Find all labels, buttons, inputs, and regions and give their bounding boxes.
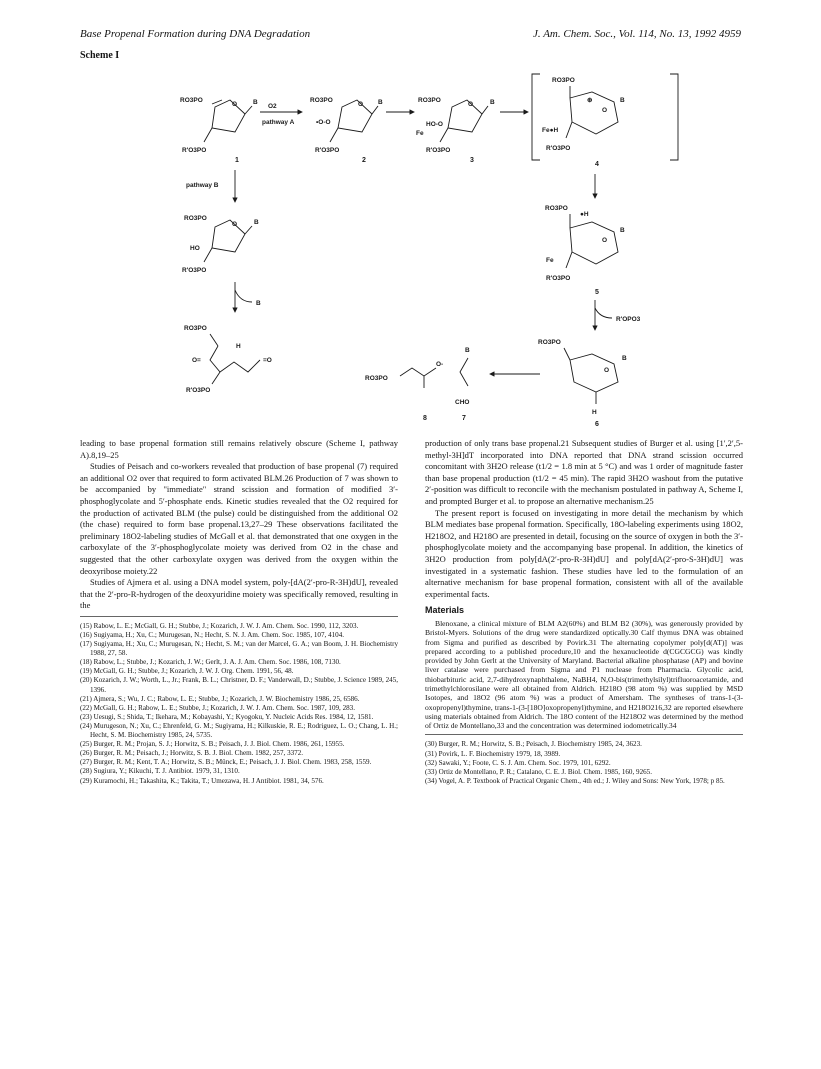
o2-label: O2 [268,103,277,110]
section-heading-materials: Materials [425,605,465,616]
fe-label: Fe [546,257,554,264]
reference-item: (17) Sugiyama, H.; Xu, C.; Murugesan, N.; Hecht, S. M.; van der Marcel, G. A.; van Boom, J. H. Biochemistry 1988, 27, 58. [80,640,398,658]
pathway-b-label: pathway B [186,182,219,189]
reference-item: (31) Povirk, L. F. Biochemistry 1979, 18, 3989. [425,749,561,758]
o-label: O [232,221,238,228]
reference-item: (20) Kozarich, J. W.; Worth, L., Jr.; Frank, B. L.; Christner, D. F.; Vanderwall, D.; Stubbe, J. Science 1989, 245, 1396. [80,676,398,694]
radical-label: •O-O [316,119,331,126]
base-label: B [378,99,383,106]
ro3po-label: RO3PO [180,97,203,104]
o-label: O= [192,357,201,364]
left-column [80,438,398,786]
reference-item: (18) Rabow, L.; Stubbe, J.; Kozarich, J. W.; Gerlt, J. A. J. Am. Chem. Soc. 1986, 108, 7130. [80,658,341,667]
base-label: B [254,219,259,226]
right-column [425,438,743,786]
r-ro3po-label: R'O3PO [546,145,571,152]
base-label: B [465,347,470,354]
o-minus-label: O- [436,361,444,368]
compound-number-1: 1 [235,157,239,164]
reference-item: (16) Sugiyama, H.; Xu, C.; Murugesan, N.; Hecht, S. N. J. Am. Chem. Soc. 1985, 107, 4104. [80,631,345,639]
feoh-label: Fe●H [542,127,559,134]
running-header-journal: J. Am. Chem. Soc., Vol. 114, No. 13, 1992 4959 [533,28,741,40]
hydroperoxide-label: HO-O [426,121,443,128]
ho-label: HO [190,245,200,252]
reference-item: (21) Ajmera, S.; Wu, J. C.; Rabow, L. E.; Stubbe, J.; Kozarich, J. W. Biochemistry 1986, 25, 6586. [80,694,360,703]
base-label: B [253,99,258,106]
o-label: O [602,237,608,244]
compound-3 [416,97,495,164]
r-ro3po-label: R'O3PO [182,147,207,154]
reference-item: (28) Sugiura, Y.; Kikuchi, T. J. Antibiot. 1979, 31, 1310. [80,767,240,776]
compound-5 [545,205,625,296]
compound-number-4: 4 [595,161,599,168]
reference-item: (15) Rabow, L. E.; McGall, G. H.; Stubbe, J.; Kozarich, J. W. J. Am. Chem. Soc. 1990, 112, 3203. [80,621,359,630]
reference-item: (33) Ortiz de Montellano, P. R.; Catalano, C. E. J. Biol. Chem. 1985, 160, 9265. [425,767,652,776]
ro3po-label: RO3PO [552,77,575,84]
body-paragraph: production of only trans base propenal.21 Subsequent studies of Burger et al. using [1′,2′,5-methyl-3H]dT incorporated into DNA reported that DNA strand scission occurred concomitant with 3H2O release (t1/2 = 1.8 min at 5 °C) and was 1 order of magnitude faster than base propenal production (t1/2 = 45 min). The rapid 3H2O washout from the putative 2′-position was difficult to reconcile with the mechanism postulated in pathway A, Scheme I, and prompted Burger et al. to propose an alternative mechanism.25 [425,438,743,506]
reference-item: (22) McGall, G. H.; Rabow, L. E.; Stubbe, J.; Kozarich, J. W. J. Am. Chem. Soc. 1987, 109, 283. [80,703,355,712]
compound-number-8: 8 [423,415,427,422]
base-label: B [620,97,625,104]
compound-number-6: 6 [595,421,599,428]
base-label: B [490,99,495,106]
compound-number-3: 3 [470,157,474,164]
h-label: H [236,343,241,350]
footnote-references [80,616,398,786]
ro3po-label: RO3PO [418,97,441,104]
r-ro3po-label: R'O3PO [186,387,211,394]
compound-number-5: 5 [595,289,599,296]
compound-number-2: 2 [362,157,366,164]
body-paragraph: leading to base propenal formation still remains relatively obscure (Scheme I, pathway A).8,19–25 [80,438,398,460]
ro3po-label: RO3PO [310,97,333,104]
r-ro3po-label: R'O3PO [315,147,340,154]
ro3po-label: RO3PO [545,205,568,212]
reference-item: (26) Burger, R. M.; Peisach, J.; Horwitz, S. B. J. Biol. Chem. 1982, 257, 3372. [80,749,304,758]
r-ro3po-label: R'O3PO [546,275,571,282]
reference-item: (24) Murugeson, N.; Xu, C.; Ehrenfeld, G. M.; Sugiyama, H.; Kilkuskie, R. E.; Rodriguez, L. O.; Chang, L. H.; Hecht, S. M. Biochemistry 1985, 24, 5735. [80,721,398,740]
footnote-references [425,734,743,785]
materials-paragraph: Blenoxane, a clinical mixture of BLM A2(60%) and BLM B2 (30%), was generously provided by Bristol-Myers. Solutions of the drug were standardized optically.30 Calf thymus DNA was obtained from Sigma and purified as described by Povirk.31 The alternating copolymer poly[d(AT)] was prepared according to a published procedure,10 and the hexanucleotide d(CGCGCG) was kindly provided by John Gerlt at the University of Maryland. Bacterial alkaline phosphatase (AP) and bovine liver catalase were purchased from Sigma and P1 nuclease from Pharmacia. Glycolic acid, thiobarbituric acid, 2,7-dihydroxynaphthalene, NaBH4, N,O-bis(trimethylsilyl)trifluoroacetamide, and trimethylchlorosilane were all obtained from Aldrich. H218O (98 atom %) was supplied by MSD Isotopes, and 18O2 (96 atom %) was a product of Amersham. The syntheses of trans-1-(3-oxopropenyl)thymine, trans-1-(3-[18O]oxopropenyl)thymine, and H218O216,32 are reported elsewhere using materials obtained from Aldrich. The 18O content of the H218O2 was determined by the method of Ortiz de Montellano,33 and the concentration was determined iodometrically.34 [425,618,743,731]
ro3po-label: RO3PO [365,375,388,382]
reference-item: (23) Uesugi, S.; Shida, T.; Ikehara, M.; Kobayashi, Y.; Kyogoku, Y. Nucleic Acids Res. 1984, 12, 1581. [80,712,374,721]
compound-1 [180,97,258,164]
running-header-title: Base Propenal Formation during DNA Degradation [80,28,311,40]
base-loss-label: B [256,300,261,307]
compound-2 [310,97,383,164]
reference-item: (30) Burger, R. M.; Horwitz, S. B.; Peisach, J. Biochemistry 1985, 24, 3623. [425,740,642,749]
ro3po-label: RO3PO [184,215,207,222]
body-paragraph: The present report is focused on investigating in more detail the mechanism by which BLM mediates base propenal formation. Specifically, 18O-labeling experiments using 18O2, H218O2, and H218O are presented in detail, focusing on the source of oxygen in both the 3′-phosphoglycolate moiety and the accompanying base propenal. In addition, the kinetics of 3H2O production from poly[dA(2′-pro-R-3H)dU] and poly[dA(2′-pro-S-3H)dU] was investigated in a systematic fashion. These studies have led to the formulation of an alternative mechanism for base propenal formation, consistent with all of the available experimental facts. [425,507,743,599]
oh-radical-label: ●H [580,211,589,218]
fe-label: Fe [416,130,424,137]
o-label: O [468,101,474,108]
ro3po-label: RO3PO [184,325,207,332]
o-label: =O [263,357,272,364]
cation-label: ⊕ [587,97,593,104]
cho-label: CHO [455,399,470,406]
compound-6 [538,339,627,428]
compound-8 [365,361,443,422]
compound-number-7: 7 [462,415,466,422]
reference-item: (34) Vogel, A. P. Textbook of Practical Organic Chem., 4th ed.; J. Wiley and Sons: New York, 1978; p 85. [425,776,725,785]
compound-7 [455,347,470,422]
compound-hydroxylated [182,215,259,274]
base-label: B [622,355,627,362]
o-label: O [602,107,608,114]
body-paragraph: Studies of Ajmera et al. using a DNA model system, poly-[dA(2′-pro-R-3H)dU], revealed that the 2′-pro-R-hydrogen of the deoxyuridine moiety was specifically removed, resulting in the [80,577,398,611]
reference-item: (27) Burger, R. M.; Kent, T. A.; Horwitz, S. B.; Münck, E.; Peisach, J. J. Biol. Chem. 1983, 258, 1559. [80,758,372,767]
reference-item: (25) Burger, R. M.; Projan, S. J.; Horwitz, S. B.; Peisach, J. J. Biol. Chem. 1986, 261, 15955. [80,740,345,749]
body-paragraph: Studies of Peisach and co-workers revealed that production of base propenal (7) required an additional O2 over that required to form activated BLM.26 Production of 7 was shown to be accompanied by "immediate" strand scission and formation of modified 3′-phosphoglycolate and 5′-phosphate ends. Kinetic studies revealed that the O2 required for the production of activated BLM (the pulse) could be distinguished from the additional O2 (the chase) required to form base propenal.13,27–29 These observations facilitated the preliminary 18O2-labeling studies of McGall et al. that demonstrated that one oxygen in the carboxylate of the 3′-phosphoglycolate moiety was derived from O2 in the chase and suggested that the other carboxylate oxygen was derived from the oxygen within the deoxyribose moiety.22 [80,461,398,576]
base-label: B [620,227,625,234]
scheme-title: Scheme I [80,50,120,61]
r-opo3-label: R'OPO3 [616,316,641,323]
r-ro3po-label: R'O3PO [182,267,207,274]
reaction-scheme [80,62,740,432]
o-label: O [232,101,238,108]
reference-item: (29) Kuramochi, H.; Takashita, K.; Takita, T.; Umezawa, H. J Antibiot. 1981, 34, 576. [80,776,324,785]
compound-4 [532,74,678,168]
pathway-a-label: pathway A [262,119,295,126]
o-label: O [604,367,610,374]
r-ro3po-label: R'O3PO [426,147,451,154]
reference-item: (32) Sawaki, Y.; Foote, C. S. J. Am. Chem. Soc. 1979, 101, 6292. [425,758,611,767]
ro3po-label: RO3PO [538,339,561,346]
h-label: H [592,409,597,416]
compound-keto-aldehyde [184,325,272,394]
o-label: O [358,101,364,108]
reference-item: (19) McGall, G. H.; Stubbe, J.; Kozarich, J. W. J. Org. Chem. 1991, 56, 48. [80,667,294,676]
